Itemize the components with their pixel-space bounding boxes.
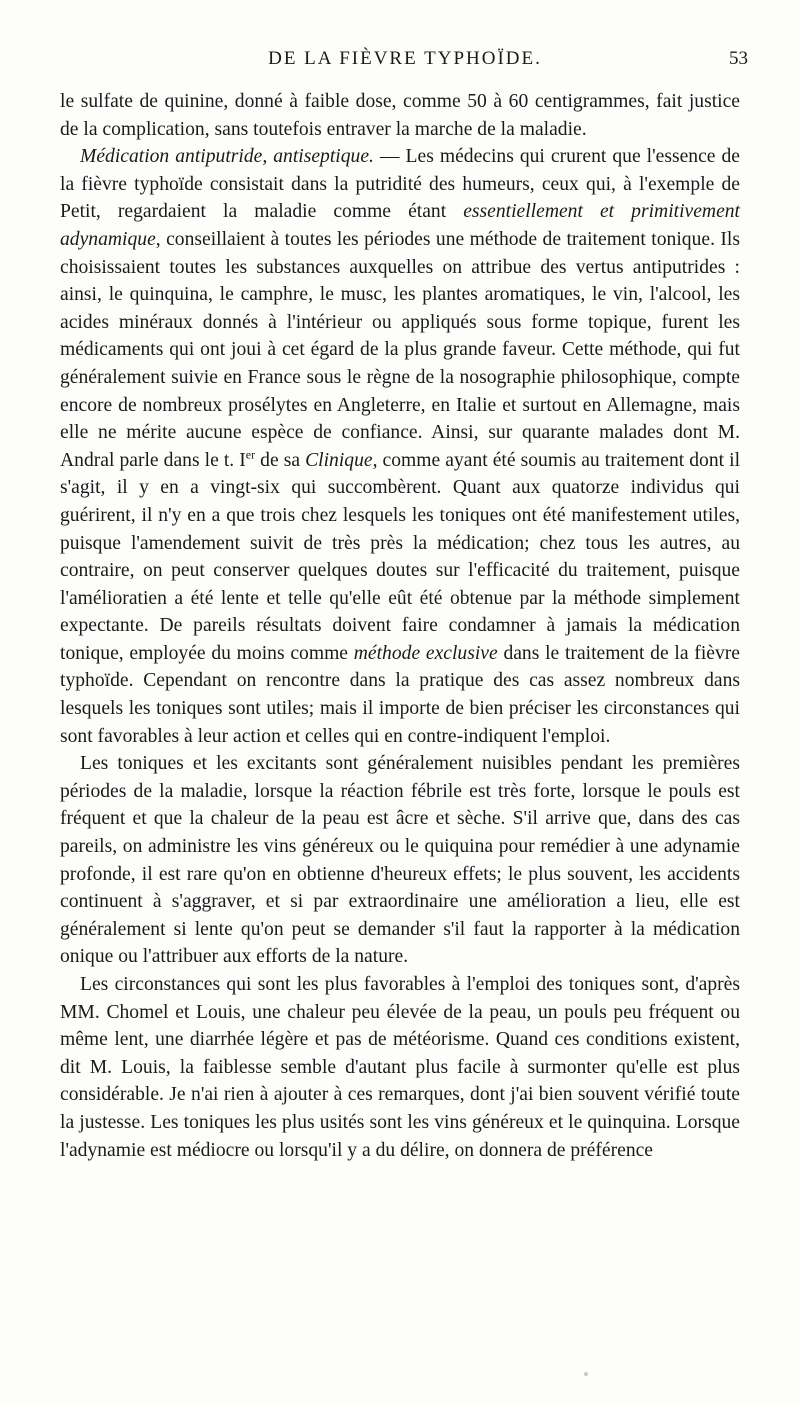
body-text	[60, 88, 740, 1164]
paragraph-quinine: le sulfate de quinine, donné à faible dose, comme 50 à 60 centigrammes, fait justice de la complication, sans toutefois entraver la marche de la maladie.	[60, 91, 740, 140]
paragraph-toniques-nuisibles: Les toniques et les excitants sont généralement nuisibles pendant les premières périodes de la maladie, lorsque la réaction fébrile est très forte, lorsque le pouls est fréquent et que la chaleur de la peau est âcre et sèche. S'il arrive que, dans des cas pareils, on administre les vins généreux ou le quiquina pour remédier à une adynamie profonde, il est rare qu'on en obtienne d'heureux effets; le plus souvent, les accidents continuent à s'aggraver, et si par extraordinaire une amélioration a lieu, elle est généralement si lente qu'on peut se demander s'il faut la rapporter à la médication onique ou l'attribuer aux efforts de la nature.	[60, 753, 740, 968]
running-title: DE LA FIÈVRE TYPHOÏDE.	[268, 48, 542, 69]
paper-speck	[584, 1372, 588, 1376]
section-heading-italic: Médication antiputride, antiseptique.	[80, 146, 374, 168]
text-run: dans le traitement de la fièvre typhoïde. Cependant on rencontre dans la pratique des cas assez nombreux dans lesquels les toniques sont utiles; mais il importe de bien préciser les circonstances qui sont favorables à leur action et celles qui en contre-indiquent l'emploi.	[60, 642, 740, 747]
text-run: , conseillaient à toutes les périodes une méthode de traitement tonique. Ils choisissaient toutes les substances auxquelles on attribue des vertus antiputrides : ainsi, le quinquina, le camphre, le musc, les plantes aromatiques, le vin, l'alcool, les acides minéraux donnés à l'intérieur ou appliqués sous forme topique, furent les médicaments qui ont joui à cet égard de la plus grande faveur. Cette méthode, qui fut généralement suivie en France sous le règne de la nosographie philosophique, compte encore de nombreux prosélytes en Angleterre, en Italie et surtout en Allemagne, mais elle ne mérite aucune espèce de confiance. Ainsi, sur quarante malades dont M. Andral parle dans le t. I	[60, 228, 740, 471]
italic-phrase: méthode exclusive	[353, 642, 498, 664]
superscript: er	[245, 447, 256, 462]
text-run: , comme ayant été soumis au traitement dont il s'agit, il y en a vingt-six qui succombèrent. Quant aux quatorze individus qui guérirent, il n'y en a que trois chez lesquels les toniques ont été manifestement utiles, puisque l'amendement suivit de très près la médication; chez tous les autres, au contraire, on peut conserver quelques doutes sur l'efficacité du traitement, puisque l'amélioratien a été lente et telle qu'elle eût été obtenue par la méthode simplement expectante. De pareils résultats doivent faire condamner à jamais la médication tonique, employée du moins comme	[60, 449, 741, 664]
paragraph-medication-antiputride	[60, 143, 740, 750]
italic-phrase: essentiellement et primitivement adynamique	[60, 201, 741, 250]
text-run: — Les médecins qui crurent que l'essence de la fièvre typhoïde consistait dans la putridité des humeurs, ceux qui, à l'exemple de Petit, regardaient la maladie comme étant	[60, 146, 740, 223]
page-number: 53	[729, 48, 748, 69]
italic-phrase: Clinique	[305, 449, 373, 471]
text-run: de sa	[255, 449, 306, 471]
running-head	[62, 48, 748, 78]
paragraph-circonstances: Les circonstances qui sont les plus favorables à l'emploi des toniques sont, d'après MM. Chomel et Louis, une chaleur peu élevée de la peau, un pouls peu fréquent ou même lent, une diarrhée légère et pas de météorisme. Quand ces conditions existent, dit M. Louis, la faiblesse semble d'autant plus facile à surmonter qu'elle est plus considérable. Je n'ai rien à ajouter à ces remarques, dont j'ai bien souvent vérifié toute la justesse. Les toniques les plus usités sont les vins généreux et le quinquina. Lorsque l'adynamie est médiocre ou lorsqu'il y a du délire, on donnera de préférence	[60, 974, 740, 1161]
